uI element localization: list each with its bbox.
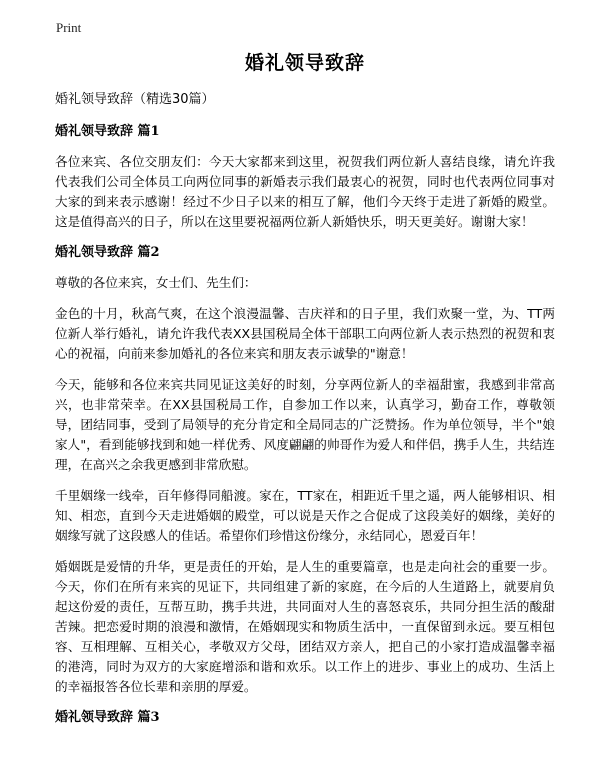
section-heading: 婚礼领导致辞 篇1	[55, 124, 160, 139]
section-1	[55, 122, 555, 232]
document-page	[55, 50, 555, 738]
section-heading: 婚礼领导致辞 篇3	[55, 710, 160, 725]
print-link[interactable]: Print	[56, 20, 82, 35]
paragraph: 各位来宾、各位交朋友们：今天大家都来到这里，祝贺我们两位新人喜结良缘，请允许我代表我们公司全体员工向两位同事的新婚表示我们最衷心的祝贺，同时也代表两位同事对大家的到来表示感谢！经过不少日子以来的相互了解，他们今天终于走进了新婚的殿堂。这是值得高兴的日子，所以在这里要祝福两位新人新婚快乐，明天更美好。谢谢大家！	[55, 154, 555, 229]
section-2	[55, 243, 555, 697]
document-subtitle: 婚礼领导致辞（精选30篇）	[55, 92, 215, 107]
paragraph: 今天，能够和各位来宾共同见证这美好的时刻，分享两位新人的幸福甜蜜，我感到非常高兴，也非常荣幸。在XX县国税局工作，自参加工作以来，认真学习，勤奋工作，尊敬领导，团结同事，受到了局领导的充分肯定和全局同志的广泛赞扬。作为单位领导，半个"娘家人"，看到能够找到和她一样优秀、风度翩翩的帅哥作为爱人和伴侣，携手人生，共结连理，在高兴之余我更感到非常欣慰。	[55, 377, 555, 472]
page-title: 婚礼领导致辞	[244, 52, 365, 74]
paragraph: 金色的十月，秋高气爽，在这个浪漫温馨、吉庆祥和的日子里，我们欢聚一堂，为、TT两位新人举行婚礼，请允许我代表XX县国税局全体干部职工向两位新人表示热烈的祝贺和衷心的祝福，向前来参加婚礼的各位来宾和朋友表示诚挚的"谢意！	[55, 306, 555, 361]
paragraph: 千里姻缘一线牵，百年修得同船渡。家在，TT家在，相距近千里之遥，两人能够相识、相知、相恋，直到今天走进婚姻的殿堂，可以说是天作之合促成了这段美好的姻缘，美好的姻缘写就了这段感人的佳话。希望你们珍惜这份缘分，永结同心，恩爱百年！	[55, 488, 555, 543]
paragraph: 尊敬的各位来宾，女士们、先生们：	[55, 275, 257, 290]
section-3	[55, 708, 555, 728]
section-heading: 婚礼领导致辞 篇2	[55, 245, 160, 260]
paragraph: 婚姻既是爱情的升华，更是责任的开始，是人生的重要篇章，也是走向社会的重要一步。今天，你们在所有来宾的见证下，共同组建了新的家庭，在今后的人生道路上，就要肩负起这份爱的责任，互帮互助，携手共进，共同面对人生的喜怒哀乐，共同分担生活的酸甜苦辣。把恋爱时期的浪漫和激情，在婚姻现实和物质生活中，一直保留到永远。要互相包容、互相理解、互相关心，孝敬双方父母，团结双方亲人，把自己的小家打造成温馨幸福的港湾，同时为双方的大家庭增添和谐和欢乐。以工作上的进步、事业上的成功、生活上的幸福报答各位长辈和亲朋的厚爱。	[55, 559, 555, 694]
